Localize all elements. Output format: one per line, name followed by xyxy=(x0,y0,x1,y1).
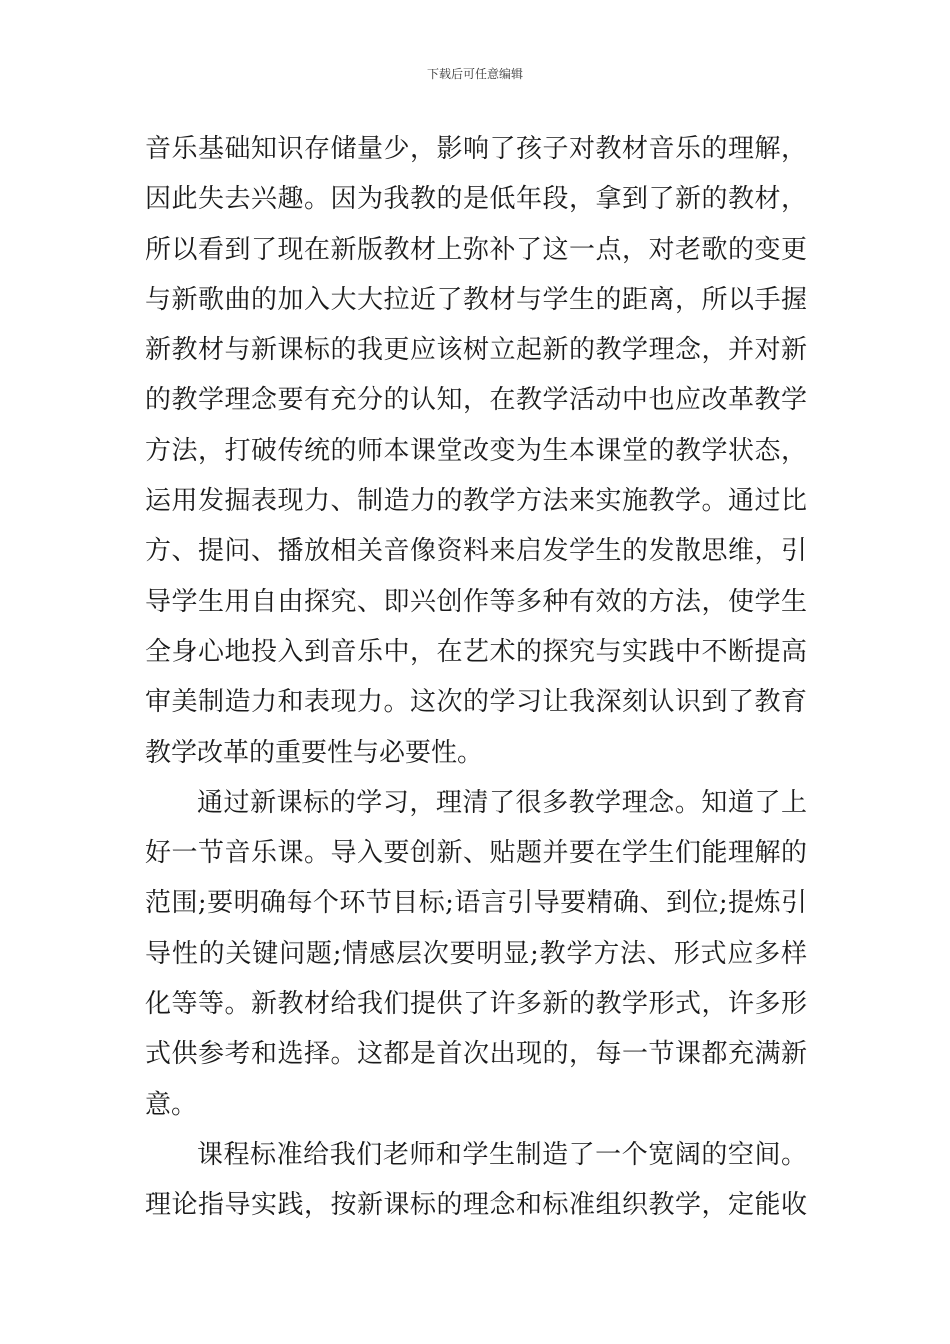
text-line: 好一节音乐课。导入要创新、贴题并要在学生们能理解的 xyxy=(145,838,807,869)
text-line: 运用发掘表现力、制造力的教学方法来实施教学。通过比 xyxy=(145,486,807,517)
text-line: 所以看到了现在新版教材上弥补了这一点，对老歌的变更 xyxy=(145,234,807,265)
text-line: 式供参考和选择。这都是首次出现的，每一节课都充满新 xyxy=(145,1039,807,1070)
text-line: 与新歌曲的加入大大拉近了教材与学生的距离，所以手握 xyxy=(145,284,807,315)
text-line: 方、提问、播放相关音像资料来启发学生的发散思维，引 xyxy=(145,536,807,567)
page-header: 下载后可任意编辑 xyxy=(426,67,523,81)
text-line: 范围;要明确每个环节目标;语言引导要精确、到位;提炼引 xyxy=(145,888,807,919)
text-line: 因此失去兴趣。因为我教的是低年段，拿到了新的教材， xyxy=(145,184,807,215)
text-line: 导性的关键问题;情感层次要明显;教学方法、形式应多样 xyxy=(145,938,807,969)
text-line: 音乐基础知识存储量少，影响了孩子对教材音乐的理解， xyxy=(145,134,807,164)
text-line: 意。 xyxy=(145,1089,198,1120)
text-line: 课程标准给我们老师和学生制造了一个宽阔的空间。 xyxy=(197,1139,807,1170)
text-line: 新教材与新课标的我更应该树立起新的教学理念，并对新 xyxy=(145,335,807,366)
body-text xyxy=(145,124,807,1231)
text-line: 化等等。新教材给我们提供了许多新的教学形式，许多形 xyxy=(145,989,807,1020)
text-line: 理论指导实践，按新课标的理念和标准组织教学，定能收 xyxy=(145,1190,807,1221)
text-line: 通过新课标的学习，理清了很多教学理念。知道了上 xyxy=(197,787,807,818)
text-line: 方法，打破传统的师本课堂改变为生本课堂的教学状态， xyxy=(145,435,807,466)
text-line: 教学改革的重要性与必要性。 xyxy=(145,737,484,768)
text-line: 导学生用自由探究、即兴创作等多种有效的方法，使学生 xyxy=(145,586,807,617)
text-line: 审美制造力和表现力。这次的学习让我深刻认识到了教育 xyxy=(145,687,807,718)
text-line: 全身心地投入到音乐中，在艺术的探究与实践中不断提高 xyxy=(145,636,807,667)
text-line: 的教学理念要有充分的认知，在教学活动中也应改革教学 xyxy=(145,385,807,416)
